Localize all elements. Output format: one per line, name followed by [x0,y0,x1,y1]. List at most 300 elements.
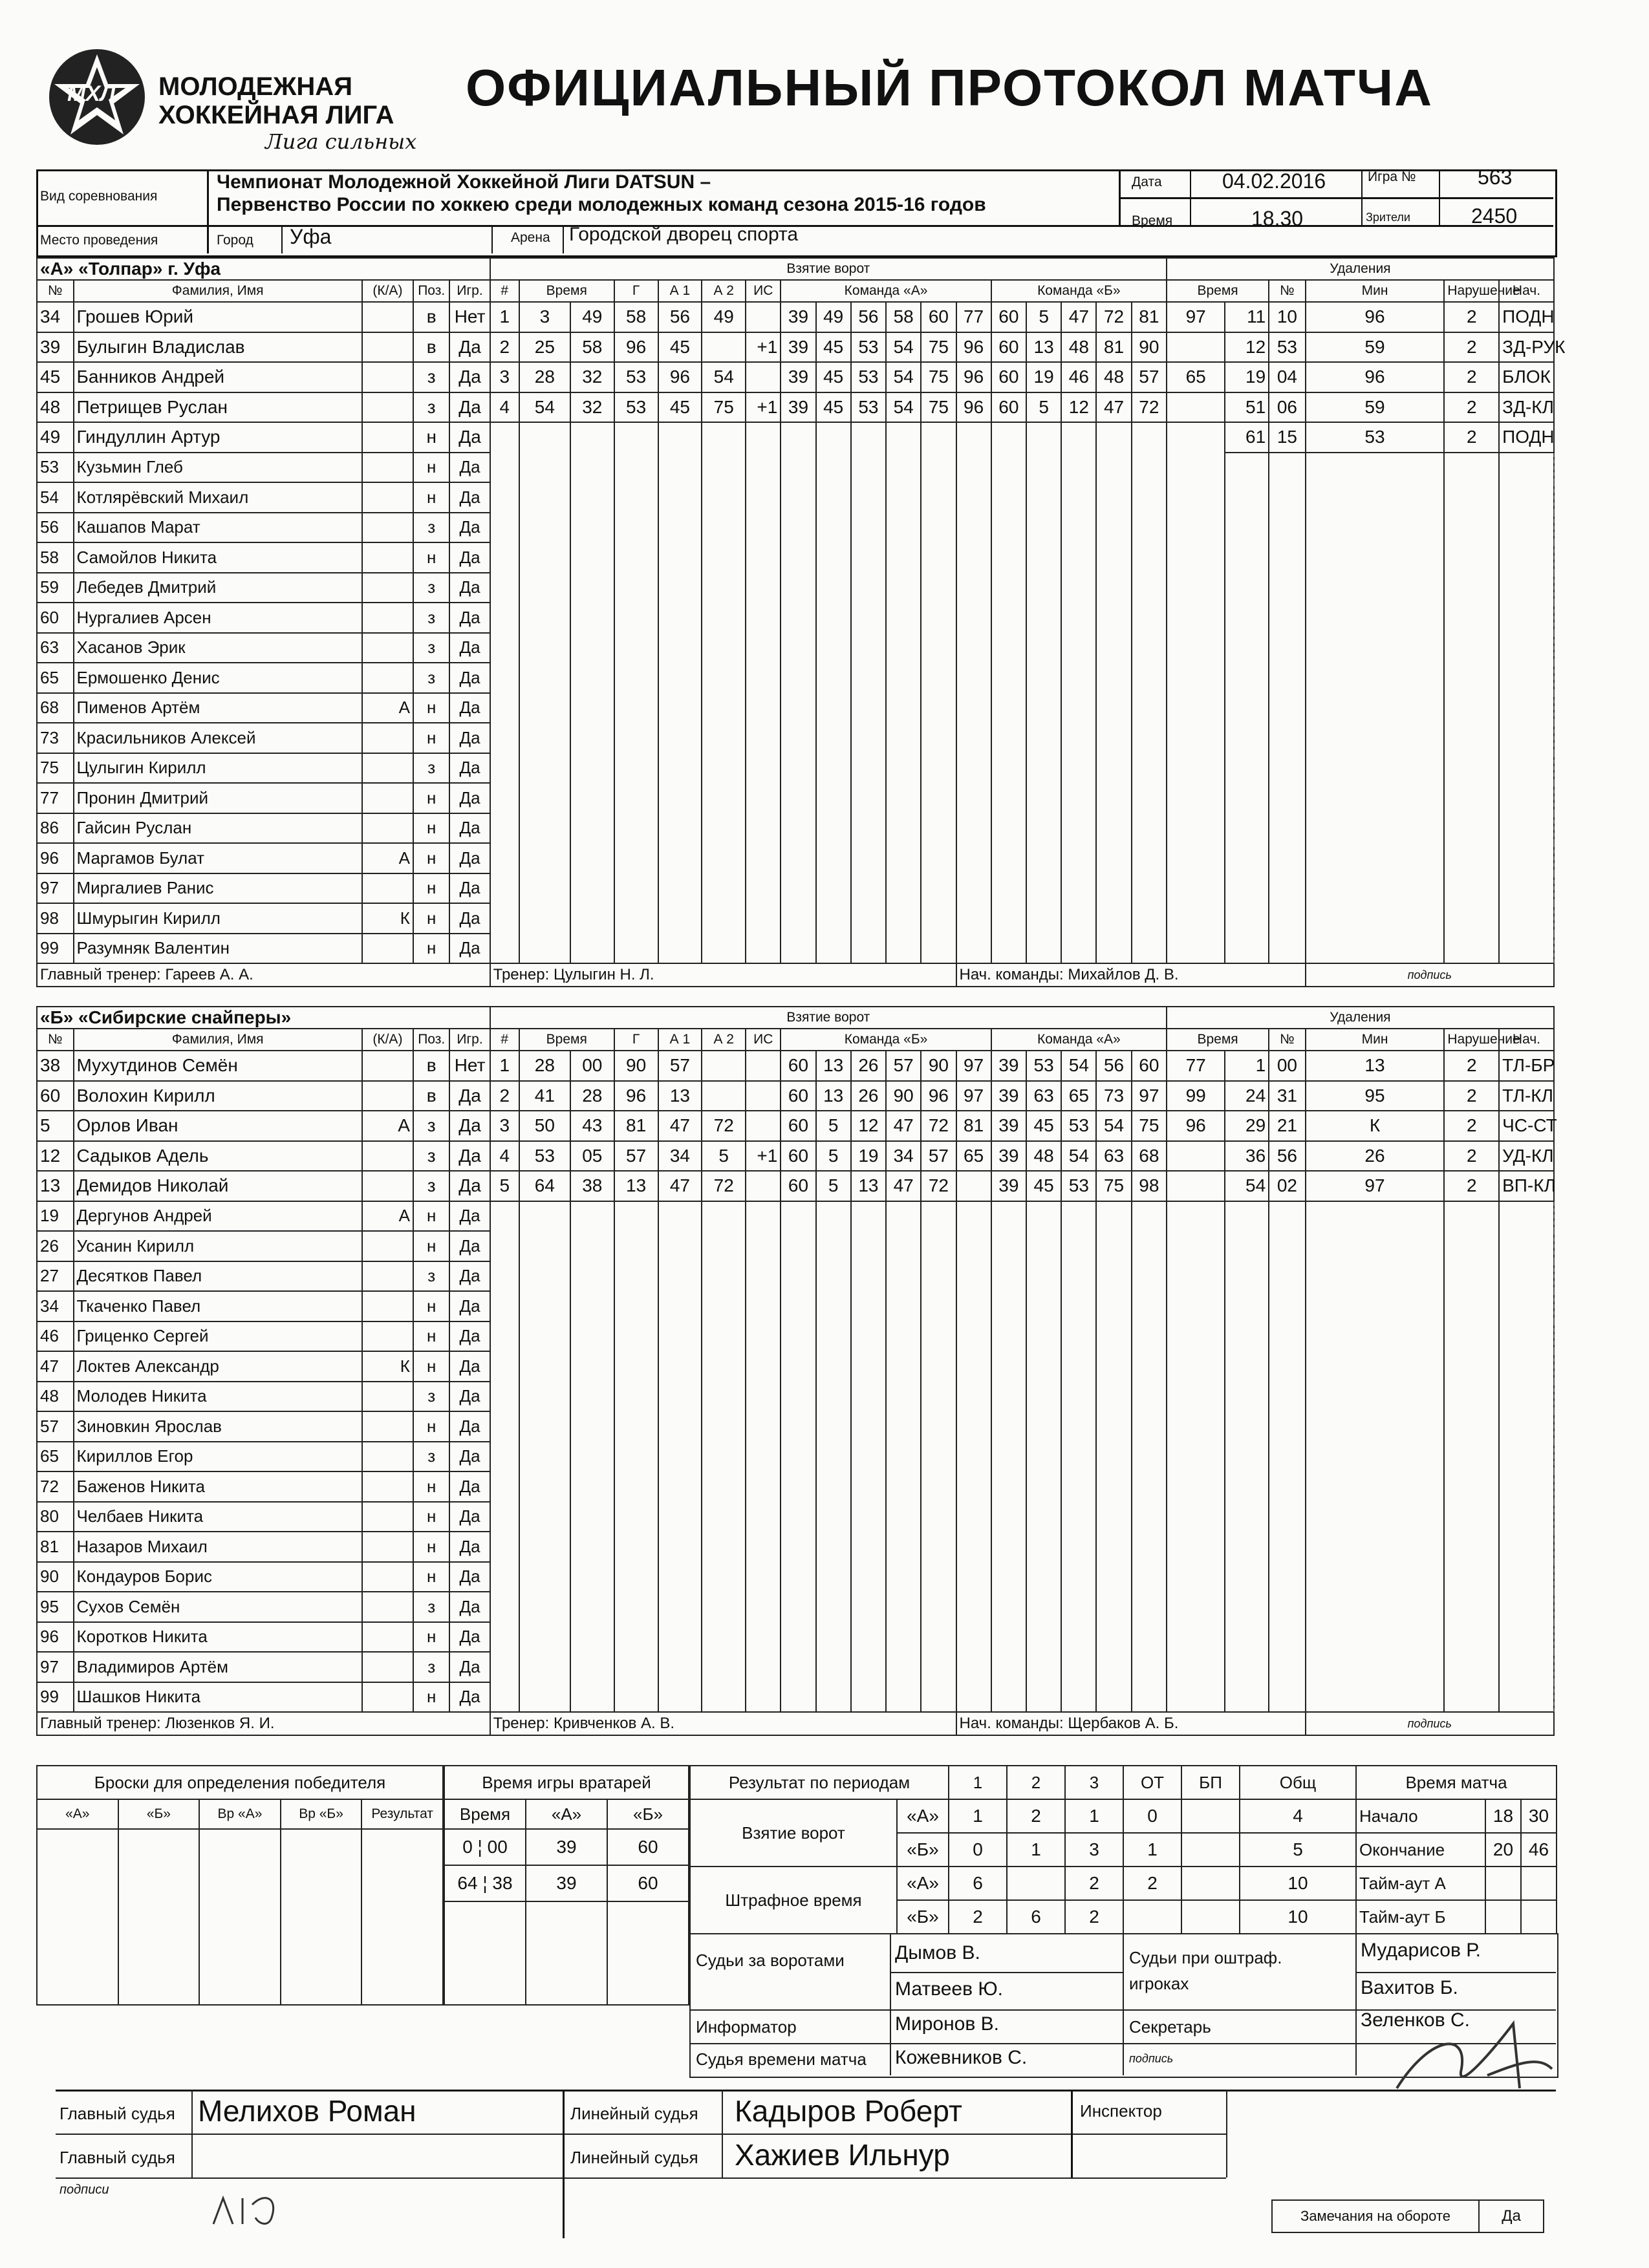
player-position: з [413,513,450,543]
empty-cell [658,1471,702,1502]
empty-cell [1096,903,1131,934]
empty-cell [658,1442,702,1472]
empty-cell [816,453,851,483]
own-on-ice: 97 [956,1051,991,1081]
empty-cell [614,1351,658,1382]
pen-second: 00 [1269,1051,1306,1081]
empty-cell [746,753,781,784]
pen-infraction: БЛОК [1499,362,1554,392]
empty-cell [1167,934,1225,964]
empty-cell [851,1502,886,1532]
opp-on-ice: 97 [1167,302,1225,332]
player-number: 99 [37,1682,74,1713]
goal-number: 1 [490,1051,519,1081]
player-name: Банников Андрей [74,362,362,392]
venue-label: Место проведения [40,233,158,248]
spectators-label: Зрители [1366,211,1410,224]
pen-player: 96 [1306,362,1445,392]
empty-cell [991,482,1026,513]
empty-cell [1132,542,1167,573]
empty-cell [1061,783,1096,813]
empty-cell [886,934,921,964]
empty-cell [490,1442,519,1472]
player-role [362,362,413,392]
player-number: 75 [37,753,74,784]
player-name: Миргалиев Ранис [74,873,362,904]
empty-cell [991,1592,1026,1622]
goal-assist2: 54 [702,362,746,392]
player-played: Да [449,392,490,423]
empty-cell [658,843,702,873]
empty-cell [1499,903,1554,934]
empty-cell [519,1382,570,1412]
goal-situation [746,1081,781,1111]
empty-cell [781,1411,815,1442]
player-name: Зиновкин Ярослав [74,1411,362,1442]
periods-table: Результат по периодам 1 2 3 ОТ БП Общ Взятие ворот «А» 1 2 1 0 4 «Б» 0 1 3 1 5 Штрафное время «А» 6 2 2 10 «Б» 2 6 2 10 [689,1765,1357,1934]
empty-cell [1061,873,1096,904]
empty-cell [519,813,570,844]
player-role [362,1562,413,1592]
empty-cell [991,934,1026,964]
empty-cell [1167,1471,1225,1502]
col-name: Фамилия, Имя [74,1029,362,1051]
empty-cell [886,843,921,873]
pen-player: 59 [1306,392,1445,423]
pen-minute: 12 [1225,332,1269,363]
empty-cell [1061,1291,1096,1321]
empty-cell [1499,1442,1554,1472]
pen-minutes: 2 [1444,332,1499,363]
goal-minute: 25 [519,332,570,363]
own-on-ice: 53 [851,392,886,423]
empty-cell [1096,1532,1131,1562]
empty-cell [1026,753,1061,784]
empty-cell [1499,1502,1554,1532]
empty-cell [1167,1682,1225,1713]
empty-cell [1269,873,1306,904]
player-row [37,1622,1554,1653]
empty-cell [702,1442,746,1472]
empty-cell [614,1291,658,1321]
empty-cell [1096,1351,1131,1382]
empty-cell [1225,513,1269,543]
referee-label-1: Главный судья [59,2104,175,2123]
empty-cell [1167,603,1225,633]
empty-cell [1269,1532,1306,1562]
opp-on-ice: 81 [1132,302,1167,332]
empty-cell [1306,1652,1445,1682]
player-row [37,663,1554,693]
player-position: н [413,1502,450,1532]
player-row [37,392,1554,423]
empty-cell [1269,1382,1306,1412]
empty-cell [1306,1532,1445,1562]
empty-cell [746,1261,781,1292]
player-played: Да [449,1231,490,1261]
empty-cell [851,783,886,813]
goal-second: 38 [570,1171,614,1201]
empty-cell [490,843,519,873]
empty-cell [1026,1682,1061,1713]
empty-cell [614,693,658,723]
empty-cell [519,453,570,483]
empty-cell [1061,573,1096,603]
player-role [362,873,413,904]
goal-minute: 28 [519,362,570,392]
col-pen-time: Время [1167,280,1269,302]
opp-on-ice: 39 [991,1111,1026,1141]
empty-cell [1225,813,1269,844]
player-name: Гриценко Сергей [74,1321,362,1352]
empty-cell [991,1652,1026,1682]
empty-cell [991,1622,1026,1653]
empty-cell [1167,1622,1225,1653]
empty-cell [570,903,614,934]
col-goal-scorer: Г [614,1029,658,1051]
empty-cell [746,1231,781,1261]
empty-cell [1096,1411,1131,1442]
player-played: Да [449,633,490,663]
player-played: Да [449,332,490,363]
empty-cell [1096,573,1131,603]
player-position: н [413,1351,450,1382]
empty-cell [746,1471,781,1502]
empty-cell [956,723,991,753]
chief-cell [956,1712,1306,1735]
empty-cell [746,693,781,723]
empty-cell [614,1261,658,1292]
empty-cell [1167,873,1225,904]
empty-cell [1444,1321,1499,1352]
col-goal-time: Время [519,1029,614,1051]
player-number: 60 [37,603,74,633]
empty-cell [781,1442,815,1472]
player-row [37,1411,1554,1442]
empty-cell [851,873,886,904]
empty-cell [702,873,746,904]
empty-cell [702,693,746,723]
penalty-judge-2: Вахитов Б. [1361,1977,1458,1998]
empty-cell [816,903,851,934]
empty-cell [1444,513,1499,543]
player-played: Да [449,422,490,453]
empty-cell [851,843,886,873]
empty-cell [956,753,991,784]
own-on-ice: 75 [921,332,956,363]
empty-cell [570,482,614,513]
empty-cell [851,603,886,633]
player-played: Да [449,603,490,633]
time-label: Время [1132,213,1173,228]
opp-on-ice: 48 [1026,1141,1061,1171]
pen-team-b: «Б» [897,1900,949,1934]
empty-cell [1225,453,1269,483]
shootout-table [36,1765,444,2006]
opp-on-ice: 45 [1026,1171,1061,1201]
player-name: Кондауров Борис [74,1562,362,1592]
own-on-ice: 54 [886,332,921,363]
empty-cell [570,1231,614,1261]
empty-cell [1167,903,1225,934]
player-row [37,1682,1554,1713]
own-on-ice: 19 [851,1141,886,1171]
empty-cell [956,1592,991,1622]
empty-cell [1225,633,1269,663]
empty-cell [1444,633,1499,663]
empty-cell [781,1382,815,1412]
empty-cell [886,1682,921,1713]
empty-cell [1096,1682,1131,1713]
empty-cell [1026,723,1061,753]
empty-cell [991,1291,1026,1321]
player-number: 97 [37,1652,74,1682]
empty-cell [1061,1411,1096,1442]
empty-cell [1132,934,1167,964]
empty-cell [1096,813,1131,844]
empty-cell [746,1321,781,1352]
empty-cell [746,1562,781,1592]
player-name: Кузьмин Глеб [74,453,362,483]
player-row [37,1502,1554,1532]
empty-cell [1444,453,1499,483]
empty-cell [886,813,921,844]
empty-cell [746,934,781,964]
empty-cell [886,542,921,573]
empty-cell [1306,482,1445,513]
empty-cell [1306,1351,1445,1382]
empty-cell [921,753,956,784]
opp-on-ice: 97 [1132,1081,1167,1111]
player-number: 96 [37,843,74,873]
empty-cell [921,453,956,483]
empty-cell [816,1201,851,1232]
empty-cell [490,783,519,813]
goal-scorer: 96 [614,332,658,363]
own-on-ice: 57 [921,1141,956,1171]
empty-cell [658,1502,702,1532]
player-role [362,1502,413,1532]
empty-cell [816,1592,851,1622]
empty-cell [1225,1471,1269,1502]
empty-cell [781,1532,815,1562]
period-1-header: 1 [949,1766,1007,1799]
empty-cell [781,453,815,483]
player-played: Да [449,1411,490,1442]
empty-cell [570,603,614,633]
pen-infraction: ЗД-РУК [1499,332,1554,363]
opp-on-ice: 45 [1026,1111,1061,1141]
empty-cell [658,1261,702,1292]
player-number: 45 [37,362,74,392]
player-row [37,1291,1554,1321]
empty-cell [1132,1562,1167,1592]
goal-minute: 28 [519,1051,570,1081]
empty-cell [886,453,921,483]
period-so-header: БП [1181,1766,1240,1799]
player-position: в [413,1051,450,1081]
empty-cell [1444,1291,1499,1321]
empty-cell [570,1321,614,1352]
empty-cell [614,482,658,513]
end-label: Окончание [1356,1833,1485,1867]
empty-cell [746,482,781,513]
empty-cell [1061,1231,1096,1261]
player-role [362,753,413,784]
player-name: Гиндуллин Артур [74,422,362,453]
empty-cell [816,1231,851,1261]
empty-cell [1499,1652,1554,1682]
player-number: 5 [37,1111,74,1141]
empty-cell [921,783,956,813]
player-position: з [413,1442,450,1472]
empty-cell [956,663,991,693]
pen-minute: 11 [1225,302,1269,332]
empty-cell [746,1382,781,1412]
match-time-title: Время матча [1356,1766,1557,1799]
empty-cell [886,1382,921,1412]
empty-cell [519,1321,570,1352]
arena-label: Арена [511,230,550,245]
empty-cell [816,1502,851,1532]
empty-cell [851,1382,886,1412]
player-name: Самойлов Никита [74,542,362,573]
pen-infraction: ЧС-СТ [1499,1111,1554,1141]
empty-cell [816,723,851,753]
page-title: ОФИЦИАЛЬНЫЙ ПРОТОКОЛ МАТЧА [466,59,1433,116]
empty-cell [1167,482,1225,513]
empty-cell [991,813,1026,844]
player-row [37,1321,1554,1352]
empty-cell [1306,1502,1445,1532]
empty-cell [1444,1442,1499,1472]
empty-cell [702,1351,746,1382]
player-played: Да [449,1502,490,1532]
pen-infraction: ПОДН [1499,302,1554,332]
empty-cell [816,542,851,573]
empty-cell [1306,723,1445,753]
player-name: Кашапов Марат [74,513,362,543]
goal-assist1: 34 [658,1141,702,1171]
empty-cell [781,422,815,453]
empty-cell [614,603,658,633]
player-number: 97 [37,873,74,904]
empty-cell [519,873,570,904]
own-on-ice: 53 [851,332,886,363]
player-position: н [413,1622,450,1653]
empty-cell [1444,1351,1499,1382]
empty-cell [614,903,658,934]
player-row [37,723,1554,753]
empty-cell [570,723,614,753]
empty-cell [816,783,851,813]
goal-number: 3 [490,1111,519,1141]
empty-cell [1167,1592,1225,1622]
col-assist2: А 2 [702,1029,746,1051]
own-on-ice: 45 [816,392,851,423]
goal-second: 49 [570,302,614,332]
own-on-ice: 90 [921,1051,956,1081]
player-role [362,1321,413,1352]
empty-cell [570,1652,614,1682]
player-name: Шашков Никита [74,1682,362,1713]
opp-on-ice: 60 [991,332,1026,363]
empty-cell [1096,1562,1131,1592]
empty-cell [1225,1261,1269,1292]
empty-cell [816,482,851,513]
empty-cell [1306,1411,1445,1442]
empty-cell [921,573,956,603]
empty-cell [886,753,921,784]
empty-cell [1306,813,1445,844]
empty-cell [851,1532,886,1562]
empty-cell [519,513,570,543]
opp-on-ice: 60 [991,392,1026,423]
empty-cell [1444,843,1499,873]
pen-minutes: 2 [1444,1171,1499,1201]
player-number: 49 [37,422,74,453]
empty-cell [1132,693,1167,723]
empty-cell [658,1622,702,1653]
empty-cell [991,453,1026,483]
own-on-ice: 45 [816,362,851,392]
goal-assist1: 47 [658,1171,702,1201]
empty-cell [1225,1592,1269,1622]
empty-cell [1026,542,1061,573]
empty-cell [1026,1321,1061,1352]
player-name: Гайсин Руслан [74,813,362,844]
player-position: з [413,1111,450,1141]
player-number: 59 [37,573,74,603]
empty-cell [658,1382,702,1412]
own-on-ice: 13 [816,1051,851,1081]
empty-cell [702,1471,746,1502]
player-row [37,1471,1554,1502]
goal-scorer: 81 [614,1111,658,1141]
empty-cell [490,1682,519,1713]
empty-cell [1306,1382,1445,1412]
empty-cell [1269,843,1306,873]
empty-cell [746,513,781,543]
empty-cell [1269,1291,1306,1321]
player-number: 95 [37,1592,74,1622]
empty-cell [1061,1562,1096,1592]
pen-minutes: 2 [1444,302,1499,332]
empty-cell [746,1622,781,1653]
player-number: 60 [37,1081,74,1111]
empty-cell [490,753,519,784]
player-number: 38 [37,1051,74,1081]
empty-cell [614,723,658,753]
empty-cell [1026,513,1061,543]
player-played: Да [449,1562,490,1592]
empty-cell [1167,1411,1225,1442]
opp-on-ice: 48 [1061,332,1096,363]
gk-col-b: «Б» [607,1799,689,1829]
empty-cell [490,1652,519,1682]
empty-cell [614,1682,658,1713]
empty-cell [851,1411,886,1442]
chief-label: Нач. команды: [959,966,1064,983]
goal-scorer: 53 [614,392,658,423]
empty-cell [851,813,886,844]
player-name: Челбаев Никита [74,1502,362,1532]
goal-number: 2 [490,1081,519,1111]
own-on-ice: 49 [816,302,851,332]
opp-on-ice: 39 [991,1141,1026,1171]
empty-cell [570,753,614,784]
empty-cell [886,1532,921,1562]
